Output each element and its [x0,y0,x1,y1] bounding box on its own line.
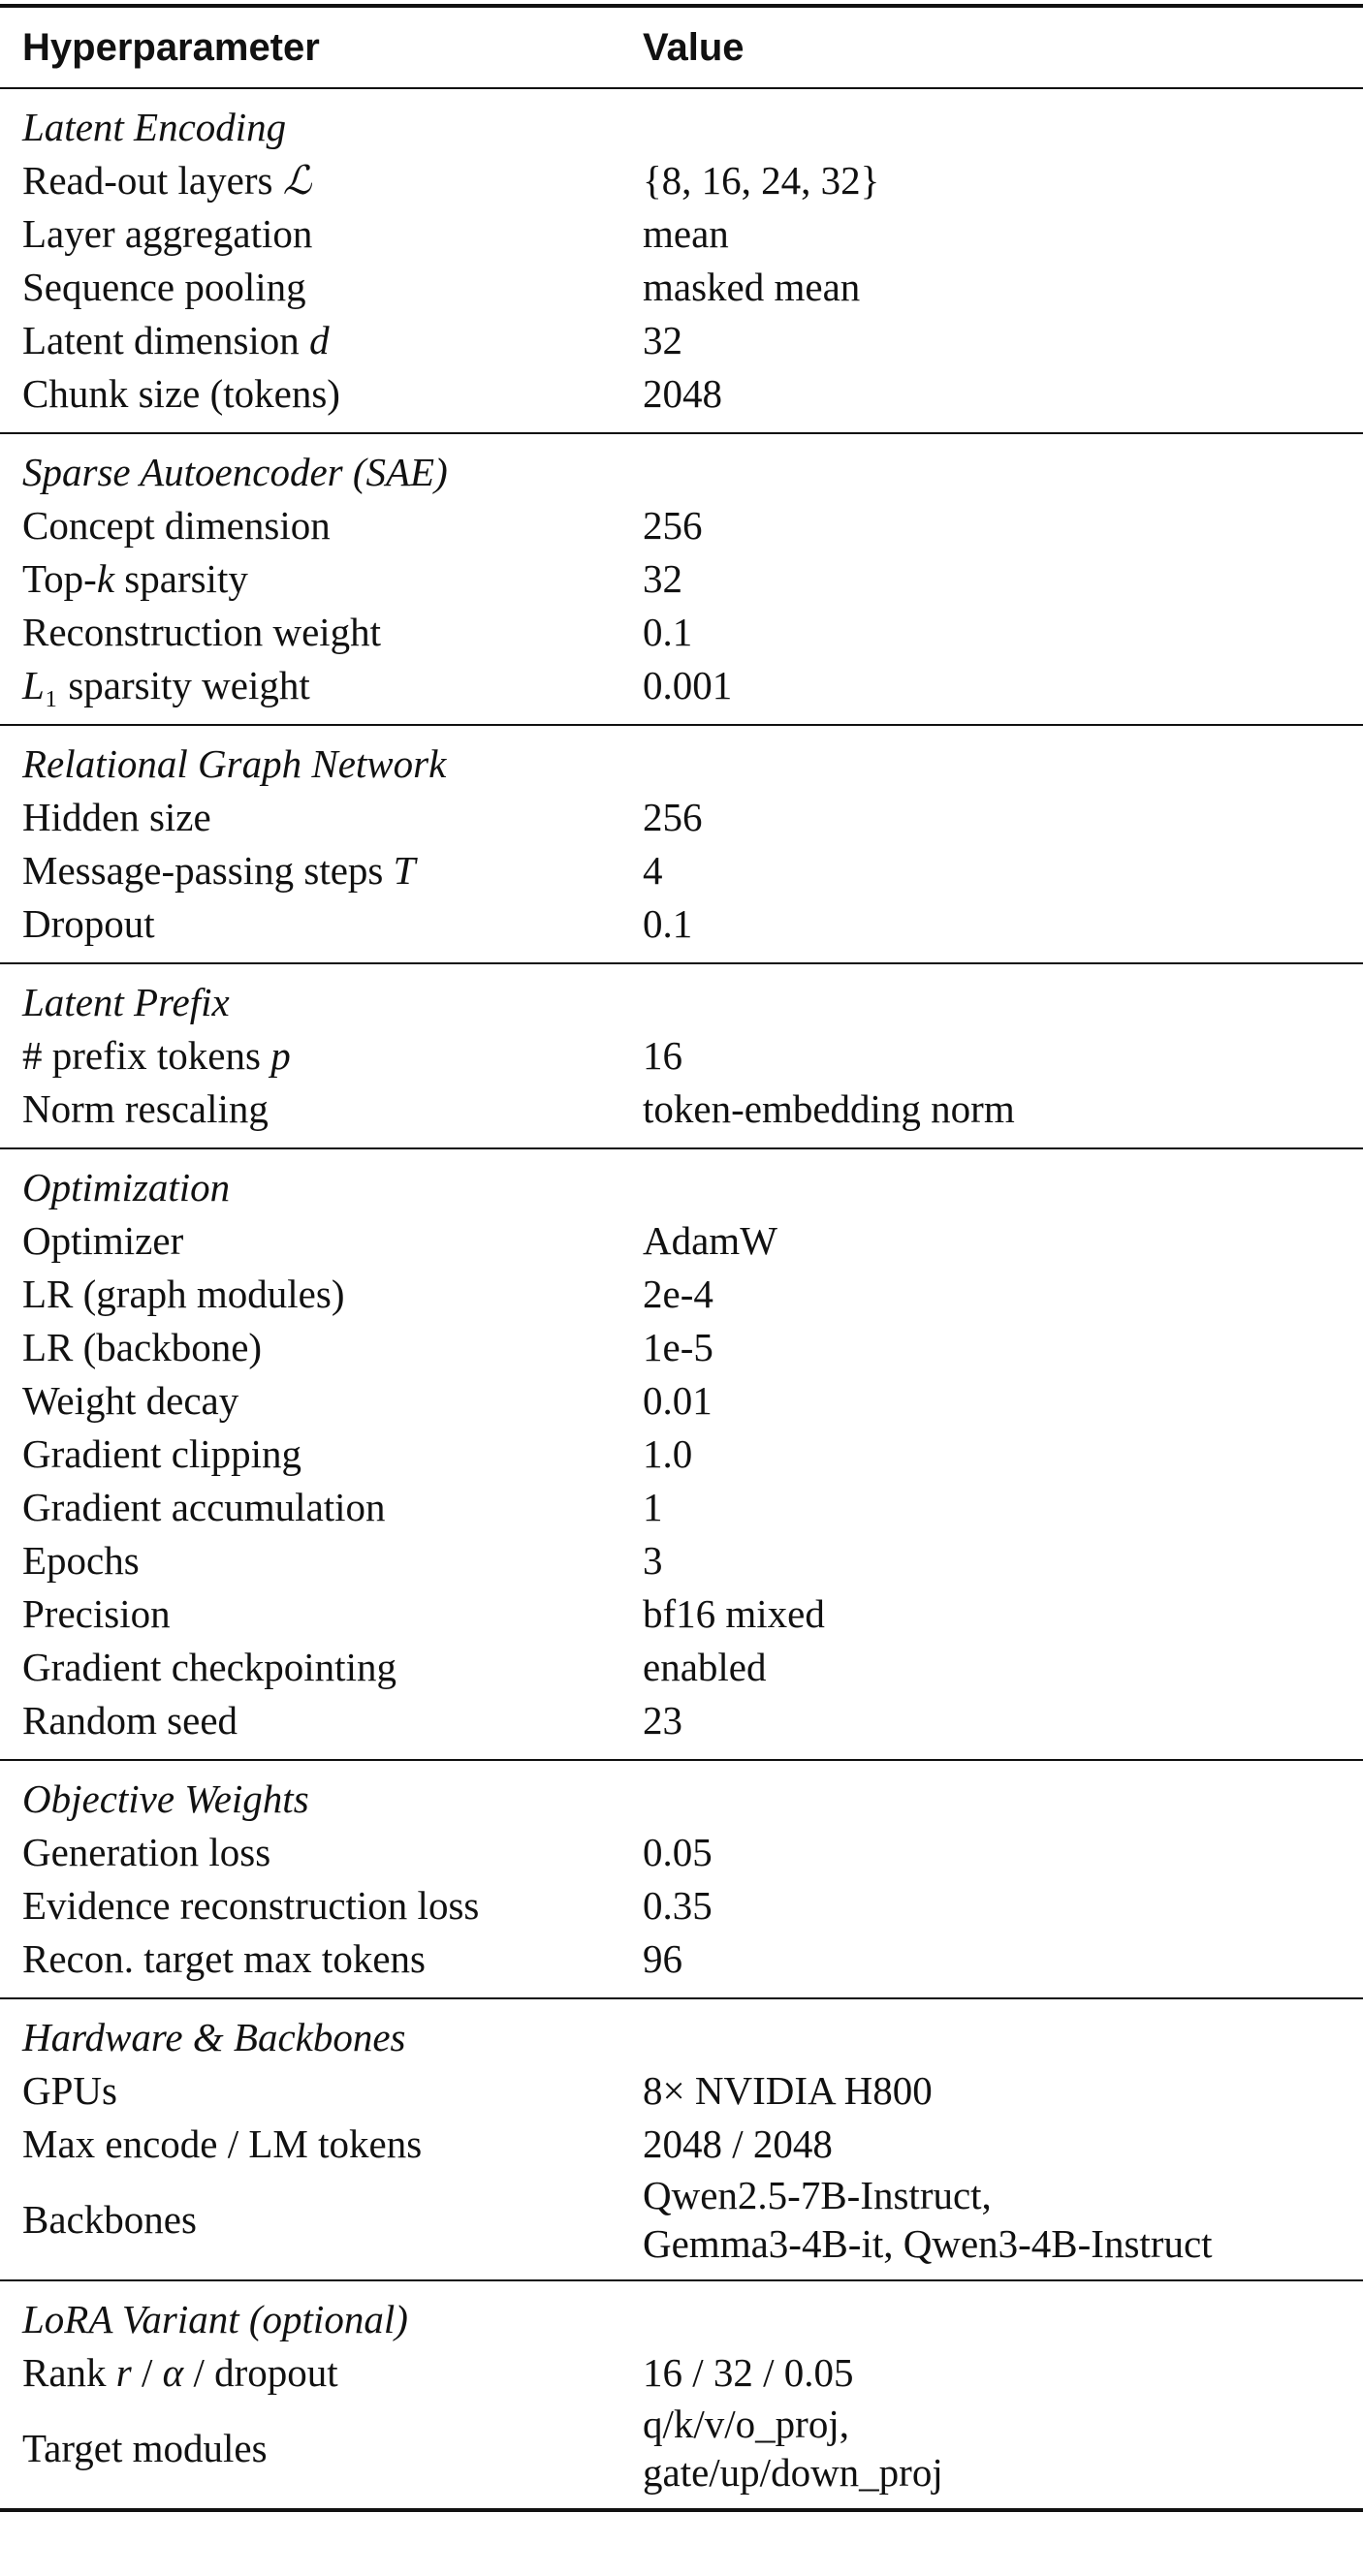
section-title-row [0,963,1363,1029]
hyperparameter-value: AdamW [643,1218,777,1263]
hyperparameter-name: Precision [22,1591,171,1636]
table-row [0,1214,1363,1268]
table-row [0,314,1363,367]
hyperparameter-name: Norm rescaling [22,1086,269,1131]
header-row [0,6,1363,88]
hyperparameter-name: Gradient checkpointing [22,1645,396,1689]
section-title: Objective Weights [22,1776,309,1821]
header-hyperparameter: Hyperparameter [22,26,320,69]
table-row [0,1481,1363,1534]
table-section [0,2280,1363,2510]
table-row [0,1641,1363,1694]
hyperparameter-value: 0.05 [643,1830,713,1874]
table-row [0,552,1363,606]
hyperparameter-value: masked mean [643,265,861,309]
table-row [0,1321,1363,1374]
hyperparameter-name: Layer aggregation [22,211,313,256]
hyperparameter-table [0,4,1363,2512]
hyperparameter-value: 0.001 [643,663,733,707]
hyperparameter-value: 0.1 [643,901,693,946]
hyperparameter-value: 1e-5 [643,1325,713,1369]
table-row [0,1932,1363,1998]
section-title-row [0,88,1363,154]
table-row [0,1268,1363,1321]
hyperparameter-value: 4 [643,848,663,893]
hyperparameter-name: Rank r / α / dropout [22,2350,338,2395]
hyperparameter-value: {8, 16, 24, 32} [643,158,880,203]
table-section [0,963,1363,1148]
table-row [0,1879,1363,1932]
hyperparameter-name: Max encode / LM tokens [22,2121,423,2166]
hyperparameter-name: Weight decay [22,1378,239,1423]
table-section [0,1998,1363,2280]
hyperparameter-value: 16 [643,1033,682,1078]
table-row [0,2118,1363,2171]
hyperparameter-value: 0.35 [643,1883,713,1928]
hyperparameter-value: 32 [643,556,682,601]
hyperparameter-name: LR (backbone) [22,1325,263,1369]
hyperparameter-value: 3 [643,1538,663,1583]
hyperparameter-value: 2e-4 [643,1272,713,1316]
hyperparameter-value: 0.01 [643,1378,713,1423]
hyperparameter-value: 96 [643,1936,682,1981]
table-row [0,1374,1363,1428]
table-row [0,499,1363,552]
hyperparameter-value: q/k/v/o_proj, gate/up/down_proj [643,2402,943,2495]
table-row [0,1029,1363,1083]
hyperparameter-name: Epochs [22,1538,140,1583]
hyperparameter-value: 256 [643,795,703,839]
hyperparameter-value: 16 / 32 / 0.05 [643,2350,854,2395]
table-row [0,897,1363,963]
section-title: Hardware & Backbones [22,2015,406,2059]
hyperparameter-name: Latent dimension d [22,318,330,362]
table-row [0,1428,1363,1481]
hyperparameter-name: Message-passing steps T [22,848,416,893]
hyperparameter-value: mean [643,211,729,256]
section-title: Latent Encoding [22,105,287,149]
hyperparameter-name: LR (graph modules) [22,1272,345,1316]
hyperparameter-name: Sequence pooling [22,265,306,309]
hyperparameter-name: Read-out layers ℒ [22,158,312,203]
hyperparameter-value: token-embedding norm [643,1086,1015,1131]
table-row [0,154,1363,207]
table-row [0,1826,1363,1879]
section-title-row [0,1998,1363,2064]
table-row [0,1694,1363,1760]
hyperparameter-name: Backbones [22,2196,197,2242]
hyperparameter-name: Chunk size (tokens) [22,371,340,416]
table-row [0,2400,1363,2510]
hyperparameter-value: Qwen2.5-7B-Instruct, Gemma3-4B-it, Qwen3-4B-Instruct [643,2173,1213,2266]
table-section [0,1148,1363,1760]
table-row [0,844,1363,897]
section-title: Sparse Autoencoder (SAE) [22,450,448,494]
hyperparameter-name: Hidden size [22,795,211,839]
table-row [0,2346,1363,2400]
hyperparameter-value: 2048 / 2048 [643,2121,833,2166]
hyperparameter-name: Reconstruction weight [22,610,382,654]
section-title: LoRA Variant (optional) [22,2297,408,2341]
hyperparameter-value: 32 [643,318,682,362]
hyperparameter-name: Gradient accumulation [22,1485,386,1529]
section-title-row [0,1148,1363,1214]
table-section [0,1760,1363,1998]
table-row [0,2171,1363,2280]
table-row [0,659,1363,725]
section-title-row [0,433,1363,499]
hyperparameter-name: Target modules [22,2425,268,2470]
hyperparameter-value: 1 [643,1485,663,1529]
hyperparameter-name: Optimizer [22,1218,184,1263]
section-title: Optimization [22,1165,231,1209]
hyperparameter-value: 256 [643,503,703,548]
hyperparameter-value: enabled [643,1645,767,1689]
table-row [0,606,1363,659]
table-header [0,6,1363,88]
table-row [0,2064,1363,2118]
hyperparameter-value: 2048 [643,371,722,416]
section-title: Relational Graph Network [22,741,447,786]
hyperparameter-value: 8× NVIDIA H800 [643,2068,933,2113]
hyperparameter-name: Generation loss [22,1830,271,1874]
section-title-row [0,1760,1363,1826]
hyperparameter-name: Random seed [22,1698,238,1743]
hyperparameter-name: # prefix tokens p [22,1033,291,1078]
table-row [0,791,1363,844]
header-value: Value [643,26,745,69]
hyperparameter-name: GPUs [22,2068,117,2113]
hyperparameter-value: bf16 mixed [643,1591,825,1636]
hyperparameter-name: Concept dimension [22,503,331,548]
hyperparameter-name: Gradient clipping [22,1431,302,1476]
table-section [0,88,1363,433]
table-row [0,1083,1363,1148]
section-title-row [0,725,1363,791]
section-title-row [0,2280,1363,2346]
table-section [0,725,1363,963]
section-title: Latent Prefix [22,980,230,1024]
hyperparameter-name: Evidence reconstruction loss [22,1883,480,1928]
hyperparameter-name: Top-k sparsity [22,556,248,601]
table-section [0,433,1363,725]
table-row [0,1587,1363,1641]
table-row [0,367,1363,433]
hyperparameter-name: L₁ sparsity weight [22,663,310,707]
hyperparameter-name: Dropout [22,901,155,946]
hyperparameter-value: 0.1 [643,610,693,654]
hyperparameter-value: 1.0 [643,1431,693,1476]
table-row [0,207,1363,261]
table-row [0,261,1363,314]
hyperparameter-name: Recon. target max tokens [22,1936,426,1981]
hyperparameter-value: 23 [643,1698,682,1743]
table-row [0,1534,1363,1587]
